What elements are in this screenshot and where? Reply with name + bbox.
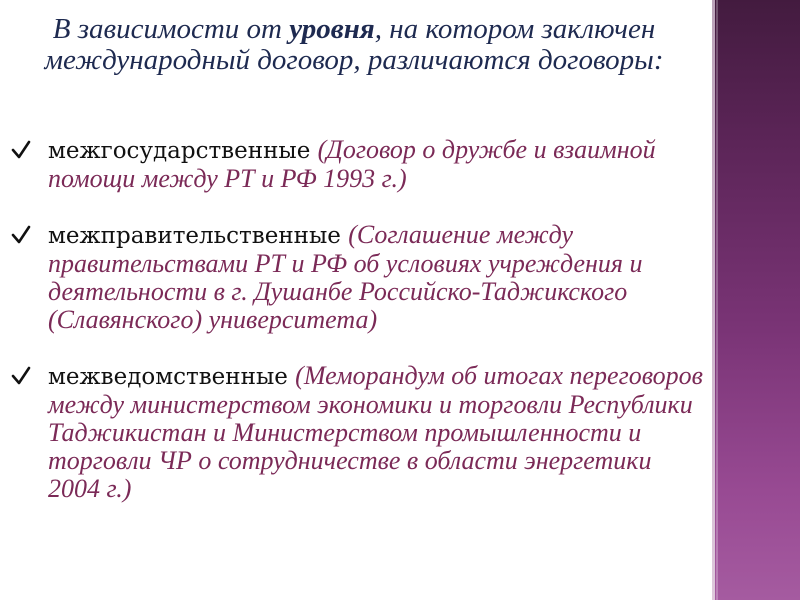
item-example: (Меморандум об итогах переговоров между министерством экономики и торговли Республики Таджикистан и Министерством промышленности и торговли ЧР о сотрудничестве в области энергетики 2004 г.) [48,361,703,503]
slide-heading [20,14,688,76]
item-term: межправительственные [48,223,349,249]
checkmark-icon [10,362,32,388]
heading-text-end: , на котором заключен международный договор, различаются договоры: [44,13,664,76]
checkmark-icon [10,221,32,247]
item-term: межведомственные [48,364,296,390]
heading-emphasis: уровня [289,13,375,45]
side-band-edge [712,0,715,600]
list-item-interdepartmental [0,362,708,503]
item-term: межгосударственные [48,138,318,164]
list-item-interstate [0,136,708,193]
decorative-side-band [712,0,800,600]
side-band-highlight [716,0,718,600]
item-example: (Соглашение между правительствами РТ и РФ об условиях учреждения и деятельности в г. Душанбе Российско-Таджикского (Славянского) университета) [48,220,643,334]
list-item-intergovernmental [0,221,708,334]
checkmark-icon [10,136,32,162]
item-example: (Договор о дружбе и взаимной помощи между РТ и РФ 1993 г.) [48,135,656,193]
treaty-level-list [0,136,708,531]
heading-text-start: В зависимости от [52,13,290,45]
